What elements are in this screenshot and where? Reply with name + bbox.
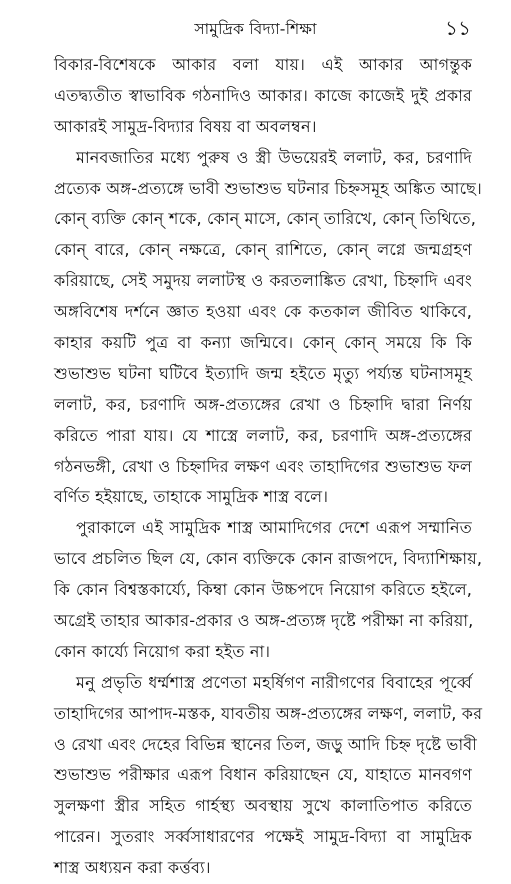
text-line: বর্ণিত হইয়াছে, তাহাকে সামুদ্রিক শাস্ত্র বলে। (54, 487, 329, 507)
text-line: মানবজাতির মধ্যে পুরুষ ও স্ত্রী উভয়েরই ললাট, কর, চরণাদি (76, 147, 472, 167)
text-line: শাস্ত্র অধ্যয়ন করা কর্ত্তব্য। (54, 858, 211, 878)
text-line: ললাট, কর, চরণাদি অঙ্গ-প্রত্যঙ্গের রেখা ও চিহ্নাদি দ্বারা নির্ণয় (54, 394, 472, 414)
text-line: শুভাশুভ ঘটনা ঘটিবে ইত্যাদি জন্ম হইতে মৃত্যু পর্য্যন্ত ঘটনাসমূহ (54, 363, 472, 383)
text-line: কোন্ বারে, কোন্ নক্ষত্রে, কোন্ রাশিতে, কোন্ লগ্নে জন্মগ্রহণ (54, 240, 472, 260)
text-line: শুভাশুভ পরীক্ষার এরূপ বিধান করিয়াছেন যে, যাহাতে মানবগণ (54, 765, 472, 785)
text-line: কি কোন বিশ্বস্তকার্য্যে, কিম্বা কোন উচ্চপদে নিয়োগ করিতে হইলে, (54, 580, 472, 600)
page-number: ১১ (445, 16, 471, 40)
paragraph (54, 50, 472, 143)
text-line: পুরাকালে এই সামুদ্রিক শাস্ত্র আমাদিগের দেশে এরূপ সম্মানিত (76, 518, 472, 538)
text-line: অঙ্গবিশেষ দর্শনে জ্ঞাত হওয়া এবং কে কতকাল জীবিত থাকিবে, (54, 302, 472, 322)
paragraph (54, 668, 483, 884)
text-line: করিতে পারা যায়। যে শাস্ত্রে ললাট, কর, চরণাদি অঙ্গ-প্রত্যঙ্গের (54, 425, 472, 445)
text-line: করিয়াছে, সেই সমুদয় ললাটস্থ ও করতলাঙ্কিত রেখা, চিহ্নাদি এবং (54, 271, 472, 291)
body-text (54, 50, 483, 878)
text-line: মনু প্রভৃতি ধর্ম্মশাস্ত্র প্রণেতা মহর্ষিগণ নারীগণের বিবাহের পূর্ব্বে (76, 672, 472, 692)
text-line: তাহাদিগের আপাদ-মস্তক, যাবতীয় অঙ্গ-প্রত্যঙ্গের লক্ষণ, ললাট, কর (54, 703, 483, 723)
text-line: বিকার-বিশেষকে আকার বলা যায়। এই আকার আগন্তুক (54, 55, 472, 74)
text-line: ও রেখা এবং দেহের বিভিন্ন স্থানের তিল, জড়ু আদি চিহ্ন দৃষ্টে ভাবী (54, 734, 477, 754)
text-line: কোন্ ব্যক্তি কোন্ শকে, কোন্ মাসে, কোন্ তারিখে, কোন্ তিথিতে, (54, 209, 477, 229)
text-line: কোন কার্য্যে নিয়োগ করা হইত না। (54, 641, 271, 661)
running-head (0, 14, 511, 44)
paragraph (54, 143, 482, 514)
text-line: আকারই সামুদ্র-বিদ্যার বিষয় বা অবলম্বন। (54, 116, 317, 136)
running-title: সামুদ্রিক বিদ্যা-শিক্ষা (194, 20, 317, 38)
text-line: ভাবে প্রচলিত ছিল যে, কোন ব্যক্তিকে কোন রাজপদে, বিদ্যাশিক্ষায়, (54, 549, 483, 569)
text-line: অগ্রেই তাহার আকার-প্রকার ও অঙ্গ-প্রত্যঙ্গ দৃষ্টে পরীক্ষা না করিয়া, (54, 611, 474, 631)
text-line: গঠনভঙ্গী, রেখা ও চিহ্নাদির লক্ষণ এবং তাহাদিগের শুভাশুভ ফল (54, 456, 472, 476)
paragraph (54, 513, 483, 667)
text-line: কাহার কয়টি পুত্র বা কন্যা জন্মিবে। কোন্ কোন্ সময়ে কি কি (54, 333, 472, 353)
text-line: পারেন। সুতরাং সর্ব্বসাধারণের পক্ষেই সামুদ্র-বিদ্যা বা সামুদ্রিক (54, 827, 472, 847)
text-line: সুলক্ষণা স্ত্রীর সহিত গার্হস্থ্য অবস্থায় সুখে কালাতিপাত করিতে (54, 796, 472, 816)
text-line: এতদ্ব্যতীত স্বাভাবিক গঠনাদিও আকার। কাজে কাজেই দুই প্রকার (54, 85, 472, 105)
text-line: প্রত্যেক অঙ্গ-প্রত্যঙ্গে ভাবী শুভাশুভ ঘটনার চিহ্নসমূহ অঙ্কিত আছে। (54, 178, 482, 198)
